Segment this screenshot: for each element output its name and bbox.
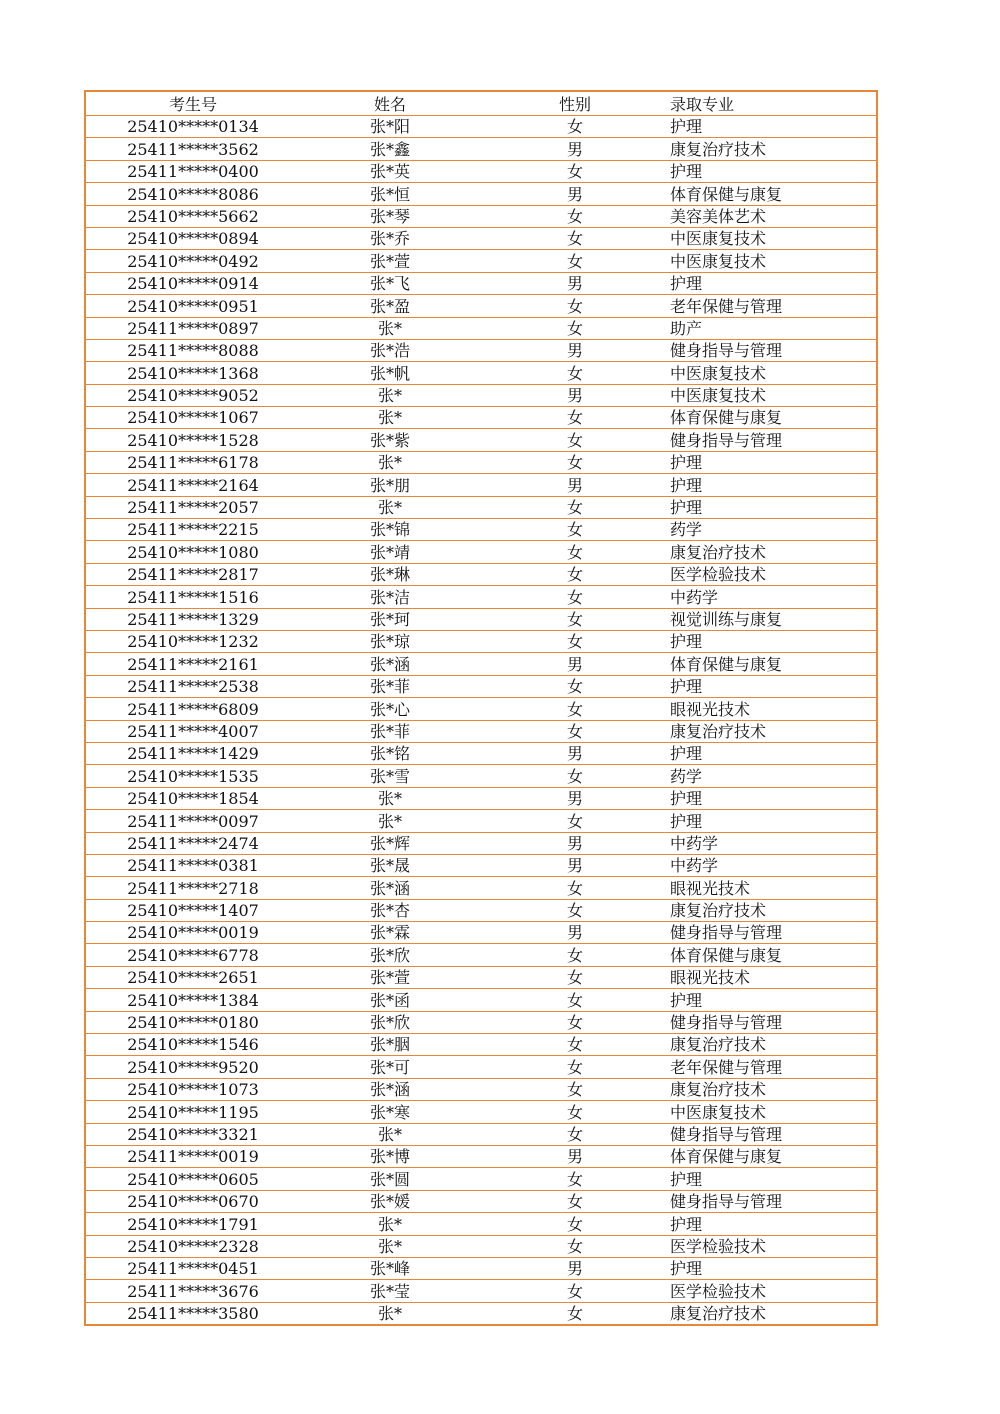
cell-name: 张*心 [300,698,480,720]
cell-gender: 女 [480,496,670,518]
cell-name: 张*铭 [300,742,480,764]
cell-admitted-major: 中药学 [670,586,877,608]
cell-gender: 女 [480,1168,670,1190]
cell-name: 张*英 [300,160,480,182]
cell-name: 张*寒 [300,1101,480,1123]
table-row [85,1145,877,1167]
cell-name: 张*朋 [300,474,480,496]
cell-admitted-major: 眼视光技术 [670,966,877,988]
cell-name: 张*媛 [300,1190,480,1212]
table-row [85,653,877,675]
table-row [85,160,877,182]
header-name: 姓名 [300,91,480,116]
cell-admitted-major: 健身指导与管理 [670,922,877,944]
cell-admitted-major: 护理 [670,675,877,697]
table-row [85,1213,877,1235]
cell-gender: 男 [480,339,670,361]
table-row [85,854,877,876]
table-row [85,407,877,429]
table-row [85,541,877,563]
cell-name: 张*杏 [300,899,480,921]
cell-candidate-number: 25410*****3321 [85,1123,300,1145]
table-row [85,899,877,921]
cell-candidate-number: 25411*****1429 [85,742,300,764]
cell-candidate-number: 25410*****0134 [85,116,300,138]
cell-name: 张*琴 [300,205,480,227]
table-row [85,1123,877,1145]
cell-name: 张*峰 [300,1257,480,1279]
cell-gender: 男 [480,1257,670,1279]
cell-name: 张* [300,1235,480,1257]
cell-name: 张*琳 [300,563,480,585]
cell-gender: 女 [480,630,670,652]
cell-admitted-major: 康复治疗技术 [670,1078,877,1100]
cell-candidate-number: 25411*****2057 [85,496,300,518]
cell-candidate-number: 25410*****0914 [85,272,300,294]
cell-candidate-number: 25410*****1368 [85,362,300,384]
cell-admitted-major: 护理 [670,160,877,182]
cell-gender: 女 [480,1302,670,1325]
cell-gender: 男 [480,832,670,854]
cell-name: 张*萱 [300,966,480,988]
cell-gender: 女 [480,1213,670,1235]
cell-gender: 男 [480,183,670,205]
table-row [85,1056,877,1078]
cell-name: 张* [300,451,480,473]
cell-gender: 女 [480,1101,670,1123]
cell-candidate-number: 25410*****1067 [85,407,300,429]
cell-candidate-number: 25411*****0897 [85,317,300,339]
table-row [85,1168,877,1190]
cell-gender: 女 [480,675,670,697]
table-row [85,295,877,317]
table-row [85,138,877,160]
cell-admitted-major: 健身指导与管理 [670,1123,877,1145]
cell-candidate-number: 25411*****2718 [85,877,300,899]
cell-candidate-number: 25411*****0097 [85,810,300,832]
cell-admitted-major: 护理 [670,989,877,1011]
cell-gender: 女 [480,698,670,720]
cell-gender: 男 [480,1145,670,1167]
cell-name: 张*帆 [300,362,480,384]
table-row [85,586,877,608]
table-row [85,1101,877,1123]
cell-candidate-number: 25411*****3676 [85,1280,300,1302]
cell-gender: 女 [480,899,670,921]
cell-admitted-major: 美容美体艺术 [670,205,877,227]
cell-candidate-number: 25411*****2164 [85,474,300,496]
cell-candidate-number: 25411*****2215 [85,519,300,541]
cell-candidate-number: 25410*****0894 [85,227,300,249]
cell-gender: 女 [480,227,670,249]
cell-admitted-major: 护理 [670,742,877,764]
cell-name: 张*晟 [300,854,480,876]
cell-name: 张*欣 [300,944,480,966]
cell-gender: 男 [480,922,670,944]
cell-admitted-major: 老年保健与管理 [670,295,877,317]
table-row [85,116,877,138]
cell-admitted-major: 药学 [670,519,877,541]
cell-name: 张*琼 [300,630,480,652]
cell-name: 张*紫 [300,429,480,451]
cell-candidate-number: 25411*****6809 [85,698,300,720]
cell-gender: 男 [480,272,670,294]
cell-name: 张*盈 [300,295,480,317]
cell-gender: 女 [480,362,670,384]
cell-candidate-number: 25410*****2651 [85,966,300,988]
table-row [85,272,877,294]
cell-name: 张*恒 [300,183,480,205]
cell-admitted-major: 健身指导与管理 [670,429,877,451]
cell-gender: 女 [480,944,670,966]
cell-gender: 男 [480,787,670,809]
cell-name: 张*飞 [300,272,480,294]
table-row [85,339,877,361]
cell-candidate-number: 25411*****0381 [85,854,300,876]
table-row [85,474,877,496]
cell-gender: 男 [480,653,670,675]
cell-admitted-major: 护理 [670,451,877,473]
cell-candidate-number: 25411*****2161 [85,653,300,675]
cell-admitted-major: 护理 [670,810,877,832]
cell-name: 张*乔 [300,227,480,249]
cell-admitted-major: 老年保健与管理 [670,1056,877,1078]
cell-name: 张*阳 [300,116,480,138]
cell-admitted-major: 药学 [670,765,877,787]
cell-admitted-major: 护理 [670,1257,877,1279]
cell-candidate-number: 25410*****0670 [85,1190,300,1212]
cell-admitted-major: 护理 [670,1168,877,1190]
cell-gender: 女 [480,608,670,630]
cell-gender: 女 [480,966,670,988]
cell-gender: 女 [480,765,670,787]
header-row [85,91,877,116]
cell-name: 张* [300,1213,480,1235]
table-row [85,250,877,272]
cell-gender: 女 [480,586,670,608]
cell-admitted-major: 健身指导与管理 [670,339,877,361]
table-row [85,742,877,764]
cell-name: 张*涵 [300,877,480,899]
cell-admitted-major: 视觉训练与康复 [670,608,877,630]
cell-name: 张*靖 [300,541,480,563]
cell-admitted-major: 医学检验技术 [670,1280,877,1302]
cell-candidate-number: 25411*****3562 [85,138,300,160]
cell-name: 张*鑫 [300,138,480,160]
cell-candidate-number: 25410*****1232 [85,630,300,652]
cell-name: 张*菲 [300,675,480,697]
header-gender: 性别 [480,91,670,116]
cell-admitted-major: 护理 [670,272,877,294]
table-row [85,966,877,988]
cell-name: 张*萱 [300,250,480,272]
cell-gender: 女 [480,541,670,563]
cell-gender: 女 [480,160,670,182]
table-row [85,1011,877,1033]
cell-gender: 女 [480,295,670,317]
cell-candidate-number: 25410*****1546 [85,1034,300,1056]
table-row [85,496,877,518]
table-row [85,698,877,720]
cell-gender: 男 [480,384,670,406]
table-body [85,116,877,1326]
cell-gender: 女 [480,1034,670,1056]
cell-name: 张*菲 [300,720,480,742]
table-row [85,362,877,384]
cell-admitted-major: 中医康复技术 [670,250,877,272]
admission-list-sheet [84,90,876,1326]
cell-candidate-number: 25410*****6778 [85,944,300,966]
cell-admitted-major: 康复治疗技术 [670,899,877,921]
cell-gender: 男 [480,474,670,496]
cell-candidate-number: 25410*****9520 [85,1056,300,1078]
table-row [85,183,877,205]
cell-admitted-major: 护理 [670,787,877,809]
cell-name: 张*霖 [300,922,480,944]
table-row [85,1257,877,1279]
cell-gender: 男 [480,138,670,160]
cell-gender: 女 [480,877,670,899]
table-row [85,720,877,742]
cell-candidate-number: 25410*****1528 [85,429,300,451]
cell-candidate-number: 25411*****2538 [85,675,300,697]
table-row [85,675,877,697]
cell-name: 张*辉 [300,832,480,854]
table-row [85,630,877,652]
cell-candidate-number: 25410*****0951 [85,295,300,317]
table-row [85,765,877,787]
table-row [85,1190,877,1212]
table-row [85,384,877,406]
cell-name: 张* [300,384,480,406]
cell-gender: 女 [480,1235,670,1257]
cell-gender: 女 [480,451,670,473]
cell-name: 张*可 [300,1056,480,1078]
cell-name: 张* [300,810,480,832]
cell-candidate-number: 25410*****1073 [85,1078,300,1100]
cell-admitted-major: 体育保健与康复 [670,1145,877,1167]
cell-name: 张* [300,1123,480,1145]
cell-admitted-major: 康复治疗技术 [670,1034,877,1056]
cell-name: 张* [300,787,480,809]
table-row [85,451,877,473]
cell-gender: 女 [480,116,670,138]
cell-candidate-number: 25410*****0180 [85,1011,300,1033]
cell-candidate-number: 25411*****2474 [85,832,300,854]
table-row [85,1235,877,1257]
table-row [85,877,877,899]
table-row [85,944,877,966]
cell-admitted-major: 中医康复技术 [670,1101,877,1123]
cell-candidate-number: 25411*****0400 [85,160,300,182]
cell-candidate-number: 25411*****6178 [85,451,300,473]
cell-name: 张*雪 [300,765,480,787]
cell-candidate-number: 25411*****1516 [85,586,300,608]
cell-candidate-number: 25410*****2328 [85,1235,300,1257]
cell-gender: 女 [480,250,670,272]
cell-name: 张*莹 [300,1280,480,1302]
cell-candidate-number: 25410*****0019 [85,922,300,944]
cell-candidate-number: 25410*****1384 [85,989,300,1011]
cell-admitted-major: 体育保健与康复 [670,407,877,429]
table-row [85,1078,877,1100]
cell-admitted-major: 眼视光技术 [670,698,877,720]
cell-name: 张*圆 [300,1168,480,1190]
cell-admitted-major: 眼视光技术 [670,877,877,899]
table-row [85,832,877,854]
cell-candidate-number: 25411*****8088 [85,339,300,361]
cell-gender: 女 [480,1078,670,1100]
cell-admitted-major: 康复治疗技术 [670,720,877,742]
cell-gender: 男 [480,742,670,764]
table-row [85,429,877,451]
table-row [85,1034,877,1056]
cell-admitted-major: 护理 [670,1213,877,1235]
table-row [85,317,877,339]
cell-name: 张*珂 [300,608,480,630]
cell-gender: 女 [480,563,670,585]
cell-gender: 男 [480,854,670,876]
cell-candidate-number: 25411*****1329 [85,608,300,630]
table-row [85,787,877,809]
cell-gender: 女 [480,1280,670,1302]
cell-admitted-major: 护理 [670,630,877,652]
cell-name: 张*欣 [300,1011,480,1033]
cell-name: 张* [300,1302,480,1325]
cell-admitted-major: 中药学 [670,854,877,876]
cell-candidate-number: 25410*****8086 [85,183,300,205]
cell-admitted-major: 健身指导与管理 [670,1190,877,1212]
cell-gender: 女 [480,1056,670,1078]
cell-name: 张*洁 [300,586,480,608]
cell-admitted-major: 中药学 [670,832,877,854]
cell-gender: 女 [480,720,670,742]
table-row [85,810,877,832]
cell-name: 张* [300,317,480,339]
cell-candidate-number: 25410*****1195 [85,1101,300,1123]
table-row [85,1280,877,1302]
cell-candidate-number: 25410*****0492 [85,250,300,272]
cell-name: 张*锦 [300,519,480,541]
cell-candidate-number: 25410*****1080 [85,541,300,563]
table-row [85,608,877,630]
cell-gender: 女 [480,429,670,451]
cell-admitted-major: 体育保健与康复 [670,653,877,675]
cell-admitted-major: 护理 [670,116,877,138]
cell-candidate-number: 25410*****5662 [85,205,300,227]
header-candidate-number: 考生号 [85,91,300,116]
cell-gender: 女 [480,1123,670,1145]
cell-gender: 女 [480,519,670,541]
table-row [85,563,877,585]
cell-gender: 女 [480,205,670,227]
cell-admitted-major: 康复治疗技术 [670,1302,877,1325]
cell-candidate-number: 25410*****1407 [85,899,300,921]
cell-gender: 女 [480,989,670,1011]
cell-admitted-major: 医学检验技术 [670,563,877,585]
cell-gender: 女 [480,810,670,832]
cell-admitted-major: 体育保健与康复 [670,183,877,205]
table-row [85,922,877,944]
table-row [85,205,877,227]
cell-admitted-major: 康复治疗技术 [670,138,877,160]
cell-name: 张*博 [300,1145,480,1167]
cell-candidate-number: 25411*****4007 [85,720,300,742]
cell-gender: 女 [480,1190,670,1212]
cell-admitted-major: 体育保健与康复 [670,944,877,966]
cell-name: 张*浩 [300,339,480,361]
cell-admitted-major: 健身指导与管理 [670,1011,877,1033]
header-admitted-major: 录取专业 [670,91,877,116]
cell-admitted-major: 护理 [670,474,877,496]
cell-candidate-number: 25410*****0605 [85,1168,300,1190]
table-row [85,227,877,249]
cell-candidate-number: 25410*****1791 [85,1213,300,1235]
cell-candidate-number: 25410*****1535 [85,765,300,787]
table-row [85,989,877,1011]
cell-gender: 女 [480,317,670,339]
cell-candidate-number: 25411*****2817 [85,563,300,585]
cell-name: 张*胭 [300,1034,480,1056]
cell-admitted-major: 护理 [670,496,877,518]
cell-name: 张*涵 [300,1078,480,1100]
cell-admitted-major: 中医康复技术 [670,384,877,406]
admission-table [84,90,878,1326]
cell-gender: 女 [480,1011,670,1033]
cell-name: 张*涵 [300,653,480,675]
cell-gender: 女 [480,407,670,429]
cell-admitted-major: 康复治疗技术 [670,541,877,563]
cell-admitted-major: 助产 [670,317,877,339]
cell-candidate-number: 25411*****0019 [85,1145,300,1167]
cell-name: 张* [300,407,480,429]
cell-candidate-number: 25411*****0451 [85,1257,300,1279]
cell-name: 张* [300,496,480,518]
cell-candidate-number: 25410*****9052 [85,384,300,406]
cell-candidate-number: 25411*****3580 [85,1302,300,1325]
cell-name: 张*函 [300,989,480,1011]
cell-admitted-major: 中医康复技术 [670,227,877,249]
cell-admitted-major: 中医康复技术 [670,362,877,384]
cell-admitted-major: 医学检验技术 [670,1235,877,1257]
table-row [85,519,877,541]
cell-candidate-number: 25410*****1854 [85,787,300,809]
table-row [85,1302,877,1325]
